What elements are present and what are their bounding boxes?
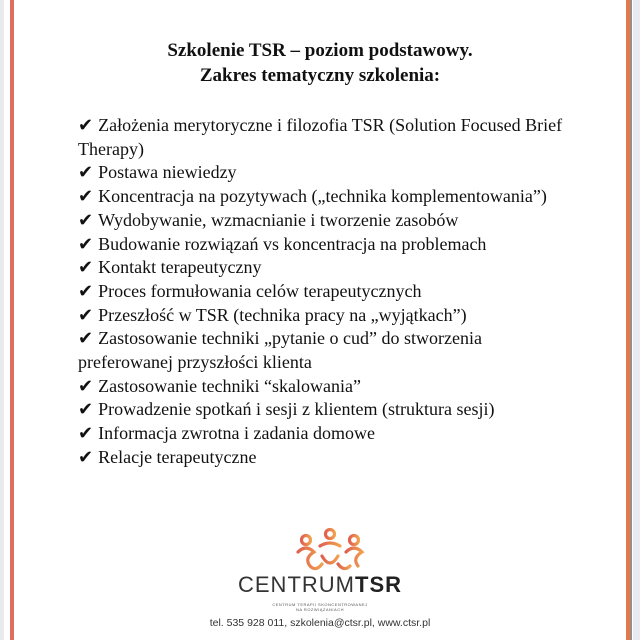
list-item-text: Postawa niewiedzy — [98, 162, 237, 183]
list-item — [78, 209, 578, 233]
checkmark-icon: ✔ — [78, 209, 94, 230]
logo-text-tsr: TSR — [355, 572, 402, 597]
checkmark-icon: ✔ — [78, 446, 94, 467]
page-edge-left — [0, 0, 4, 640]
list-item — [78, 398, 578, 422]
title-line-2: Zakres tematyczny szkolenia: — [199, 65, 441, 86]
list-item — [78, 280, 578, 304]
list-item-text: Zastosowanie techniki „pytanie o cud” do stworzenia preferowanej przyszłości klienta — [78, 328, 482, 373]
logo-subtitle-2: NA ROZWIĄZANIACH — [295, 607, 344, 612]
list-item — [78, 446, 578, 470]
checkmark-icon: ✔ — [78, 328, 94, 349]
list-item-text: Proces formułowania celów terapeutycznych — [98, 280, 422, 301]
checkmark-icon: ✔ — [78, 233, 94, 254]
list-item-text: Przeszłość w TSR (technika pracy na „wyjątkach”) — [98, 304, 467, 325]
list-item-text: Prowadzenie spotkań i sesji z klientem (struktura sesji) — [98, 399, 495, 420]
checkmark-icon: ✔ — [78, 423, 94, 444]
list-item — [78, 375, 578, 399]
logo-subtitle-1: CENTRUM TERAPII SKONCENTROWANEJ — [272, 602, 368, 607]
logo-subtitle — [0, 602, 640, 612]
list-item — [78, 422, 578, 446]
checkmark-icon: ✔ — [78, 399, 94, 420]
topic-list — [78, 114, 578, 470]
list-item — [78, 114, 578, 161]
contact-info: tel. 535 928 011, szkolenia@ctsr.pl, www.ctsr.pl — [209, 617, 431, 629]
list-item — [78, 256, 578, 280]
list-item-text: Zastosowanie techniki “skalowania” — [98, 375, 362, 396]
checkmark-icon: ✔ — [78, 186, 94, 207]
list-item-text: Założenia merytoryczne i filozofia TSR (Solution Focused Brief Therapy) — [78, 115, 563, 159]
list-item-text: Kontakt terapeutyczny — [98, 257, 262, 278]
list-item-text: Koncentracja na pozytywach („technika komplementowania”) — [98, 186, 547, 207]
checkmark-icon: ✔ — [78, 162, 94, 183]
list-item — [78, 161, 578, 185]
checkmark-icon: ✔ — [78, 280, 94, 301]
border-left — [10, 0, 14, 640]
checkmark-icon: ✔ — [78, 115, 94, 135]
list-item-text: Budowanie rozwiązań vs koncentracja na problemach — [98, 233, 487, 254]
border-right-shadow — [630, 0, 632, 640]
list-item-text: Informacja zwrotna i zadania domowe — [98, 423, 375, 444]
page-edge-right — [633, 0, 640, 640]
checkmark-icon: ✔ — [78, 375, 94, 396]
document-title — [0, 38, 640, 88]
logo-wordmark — [0, 572, 640, 598]
logo-text-centrum: CENTRUM — [238, 572, 355, 597]
checkmark-icon: ✔ — [78, 304, 94, 325]
list-item — [78, 304, 578, 328]
logo-people-icon — [290, 528, 370, 574]
list-item-text: Wydobywanie, wzmacnianie i tworzenie zasobów — [98, 209, 459, 230]
list-item — [78, 327, 578, 374]
checkmark-icon: ✔ — [78, 257, 94, 278]
title-line-1: Szkolenie TSR – poziom podstawowy. — [167, 40, 473, 61]
list-item — [78, 233, 578, 257]
list-item-text: Relacje terapeutyczne — [98, 446, 257, 467]
list-item — [78, 185, 578, 209]
